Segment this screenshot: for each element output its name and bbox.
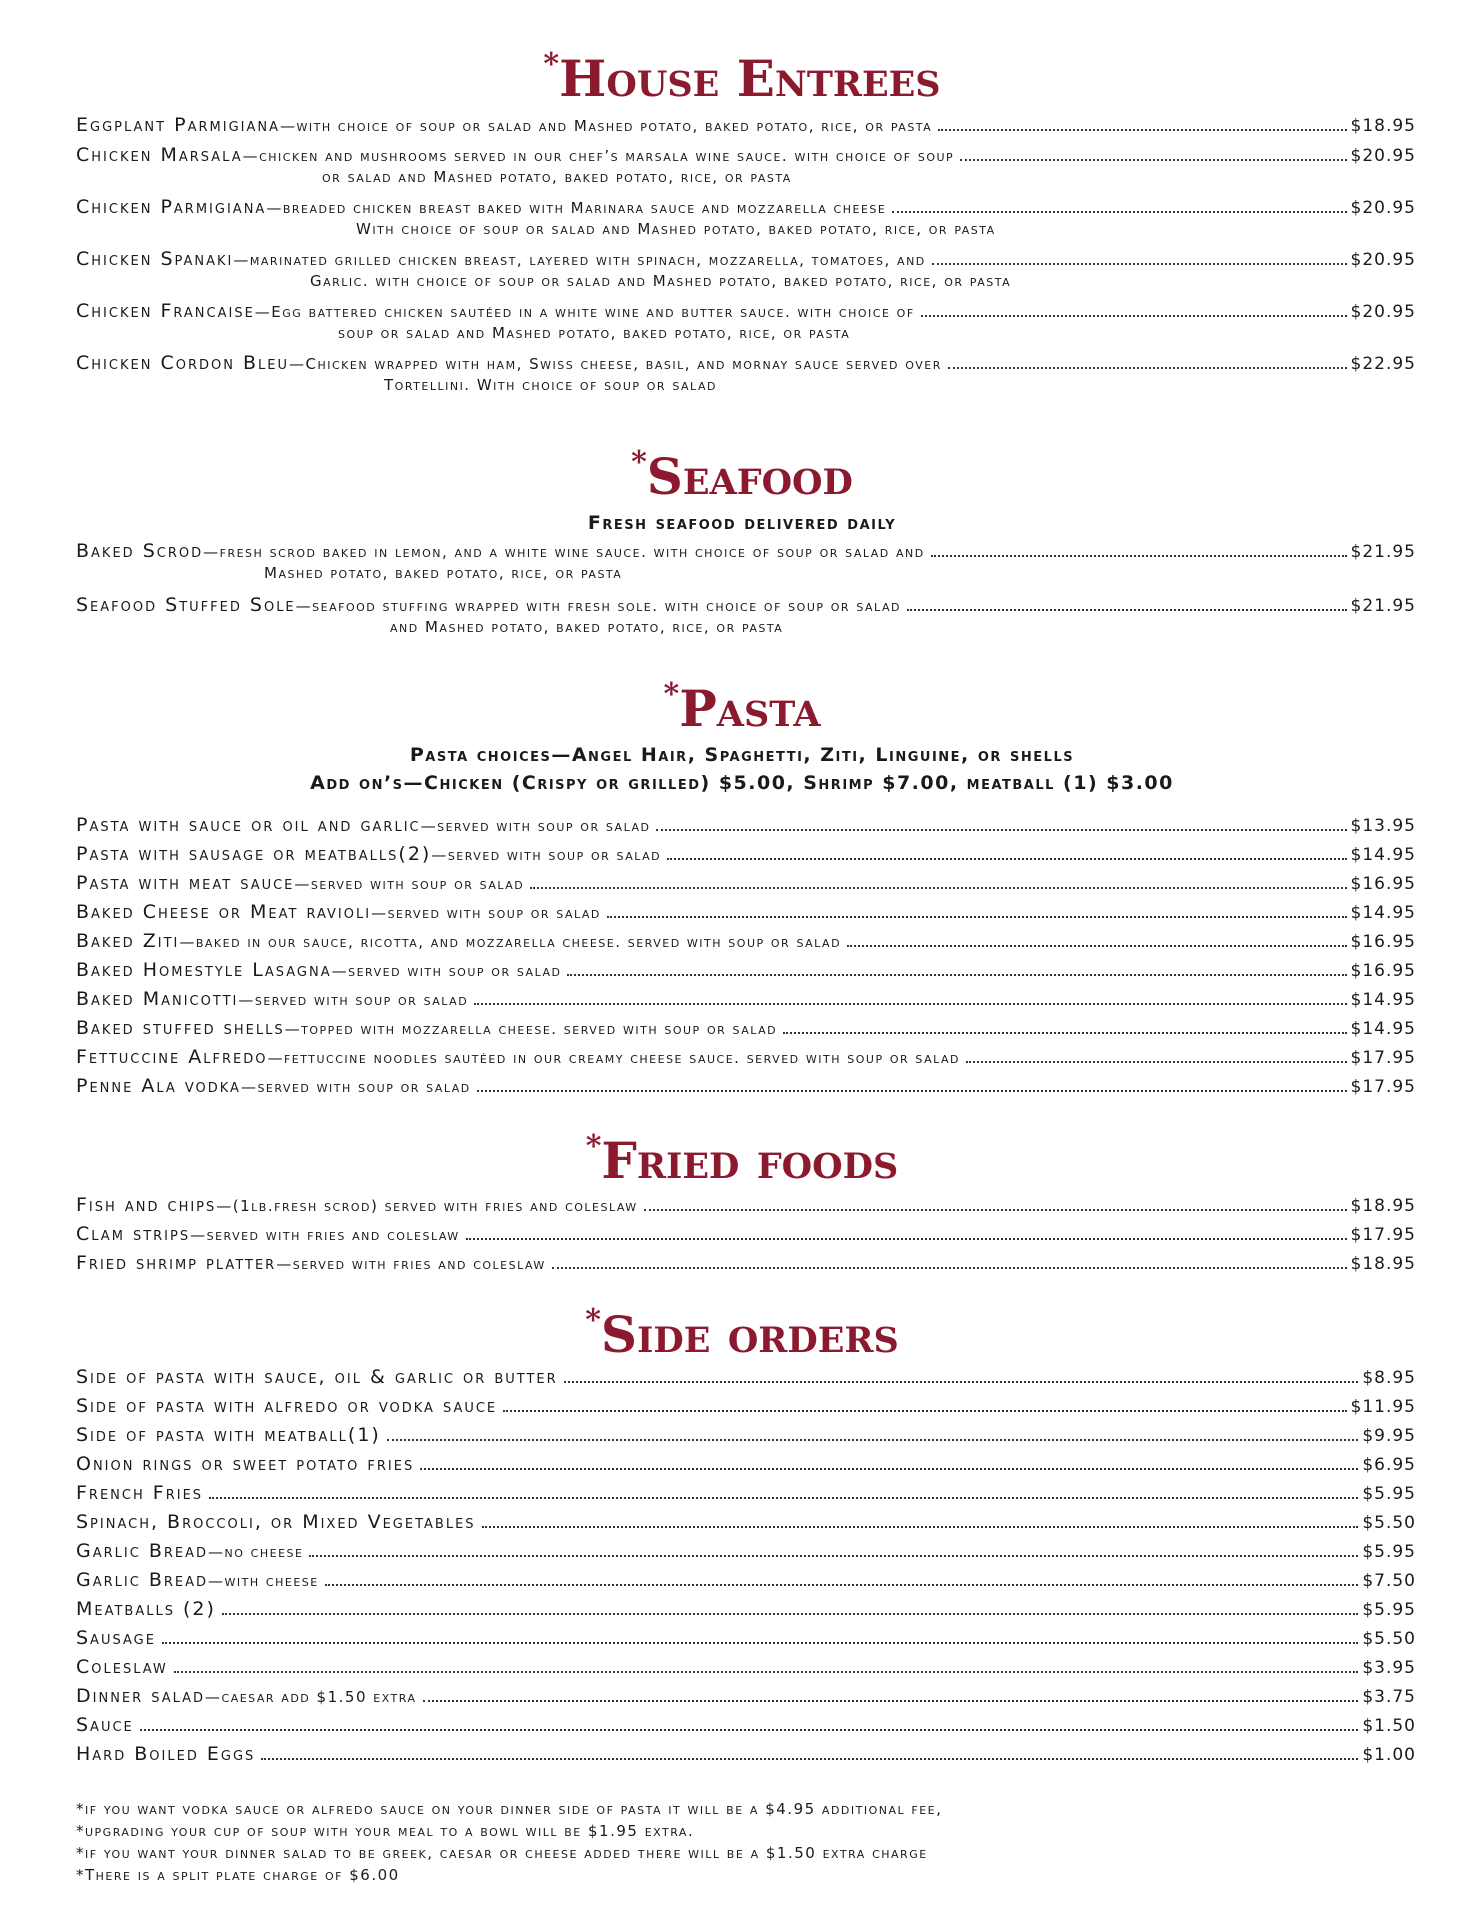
menu-item bbox=[76, 1366, 1416, 1395]
fried-foods-list bbox=[0, 1194, 1484, 1281]
item-name: Chicken Spanaki bbox=[76, 248, 234, 270]
item-desc: fresh scrod baked in lemon, and a white wine sauce. with choice of soup or salad and bbox=[219, 543, 925, 561]
item-name: Fettuccine Alfredo bbox=[76, 1046, 268, 1068]
dot-leader bbox=[931, 555, 1347, 557]
item-desc: with choice of soup or salad and Mashed potato, baked potato, rice, or pasta bbox=[296, 117, 933, 135]
item-name: Baked Manicotti bbox=[76, 988, 239, 1010]
footnote: *if you want vodka sauce or alfredo sauce on your dinner side of pasta it will be a $4.95 additional fee, bbox=[76, 1800, 943, 1818]
section-title bbox=[0, 1129, 1484, 1190]
item-dash: — bbox=[190, 1226, 207, 1244]
menu-item bbox=[76, 814, 1416, 843]
item-dash: — bbox=[238, 991, 255, 1009]
item-name: Side of pasta with sauce, oil & garlic or butter bbox=[76, 1366, 558, 1388]
menu-item bbox=[76, 352, 1416, 394]
item-desc: breaded chicken breast baked with Marinara sauce and mozzarella cheese bbox=[282, 199, 887, 217]
item-dash: — bbox=[233, 251, 250, 269]
house-entrees-list bbox=[0, 114, 1484, 394]
item-name: Fish and chips bbox=[76, 1194, 217, 1216]
footnote: *There is a split plate charge of $6.00 bbox=[76, 1866, 400, 1884]
item-name: Dinner salad bbox=[76, 1685, 206, 1707]
item-name: Clam strips bbox=[76, 1223, 191, 1245]
menu-item bbox=[76, 843, 1416, 872]
item-name: Baked Ziti bbox=[76, 930, 180, 952]
dot-leader bbox=[482, 1526, 1359, 1528]
item-desc: served with soup or salad bbox=[257, 1078, 471, 1096]
item-dash: — bbox=[240, 1078, 258, 1096]
menu-item bbox=[76, 114, 1416, 136]
item-desc-cont: Tortellini. With choice of soup or salad bbox=[384, 376, 717, 394]
item-name: Baked Scrod bbox=[76, 540, 204, 562]
seafood-list bbox=[0, 540, 1484, 636]
item-dash: — bbox=[242, 147, 260, 165]
item-price: $16.95 bbox=[1350, 961, 1416, 981]
dot-leader bbox=[667, 858, 1346, 860]
menu-item bbox=[76, 1453, 1416, 1482]
item-desc: no cheese bbox=[224, 1543, 304, 1561]
item-price: $22.95 bbox=[1350, 354, 1416, 374]
item-desc: served with soup or salad bbox=[387, 904, 601, 922]
item-dash: — bbox=[267, 1049, 284, 1067]
section-title-text: Seafood bbox=[646, 447, 853, 506]
item-name: Side of pasta with meatball(1) bbox=[76, 1424, 381, 1446]
dot-leader bbox=[261, 1758, 1358, 1760]
item-dash: — bbox=[294, 875, 311, 893]
star-mark: * bbox=[585, 1129, 602, 1164]
item-desc: with cheese bbox=[224, 1572, 319, 1590]
item-desc: marinated grilled chicken breast, layered with spinach, mozzarella, tomatoes, and bbox=[249, 251, 926, 269]
item-name: Penne Ala vodka bbox=[76, 1075, 241, 1097]
dot-leader bbox=[938, 129, 1346, 131]
menu-item bbox=[76, 1194, 1416, 1223]
menu-item bbox=[76, 901, 1416, 930]
item-price: $9.95 bbox=[1362, 1426, 1416, 1446]
item-dash: — bbox=[216, 1197, 233, 1215]
star-mark: * bbox=[585, 1303, 601, 1338]
menu-item bbox=[76, 300, 1416, 342]
item-dash: — bbox=[295, 597, 313, 615]
item-dash: — bbox=[279, 117, 297, 135]
menu-item bbox=[76, 248, 1416, 290]
dot-leader bbox=[847, 945, 1346, 947]
section-seafood bbox=[0, 445, 1484, 636]
item-price: $18.95 bbox=[1350, 1254, 1416, 1274]
dot-leader bbox=[966, 1061, 1347, 1063]
item-price: $17.95 bbox=[1350, 1077, 1416, 1097]
item-desc: fettuccine noodles sautéed in our creamy cheese sauce. served with soup or salad bbox=[283, 1049, 961, 1067]
item-price: $17.95 bbox=[1350, 1048, 1416, 1068]
menu-item bbox=[76, 144, 1416, 186]
item-desc-cont: soup or salad and Mashed potato, baked potato, rice, or pasta bbox=[338, 324, 851, 342]
item-name: Seafood Stuffed Sole bbox=[76, 594, 296, 616]
dot-leader bbox=[209, 1497, 1358, 1499]
menu-item bbox=[76, 1046, 1416, 1075]
item-name: Coleslaw bbox=[76, 1656, 168, 1678]
menu-item bbox=[76, 594, 1416, 636]
item-desc-cont: Mashed potato, baked potato, rice, or pasta bbox=[264, 564, 623, 582]
dot-leader bbox=[607, 916, 1347, 918]
item-price: $13.95 bbox=[1350, 816, 1416, 836]
dot-leader bbox=[222, 1613, 1358, 1615]
footnote: *upgrading your cup of soup with your meal to a bowl will be $1.95 extra. bbox=[76, 1822, 695, 1840]
item-dash: — bbox=[289, 355, 306, 373]
menu-item bbox=[76, 1656, 1416, 1685]
item-name: Pasta with sauce or oil and garlic bbox=[76, 814, 421, 836]
menu-item bbox=[76, 872, 1416, 901]
item-price: $8.95 bbox=[1362, 1368, 1416, 1388]
item-price: $17.95 bbox=[1350, 1225, 1416, 1245]
item-price: $5.50 bbox=[1362, 1513, 1416, 1533]
dot-leader bbox=[423, 1700, 1359, 1702]
menu-item bbox=[76, 1569, 1416, 1598]
item-desc: baked in our sauce, ricotta, and mozzarella cheese. served with soup or salad bbox=[195, 933, 842, 951]
item-price: $20.95 bbox=[1350, 146, 1416, 166]
item-desc-cont: or salad and Mashed potato, baked potato, rice, or pasta bbox=[322, 168, 792, 186]
item-desc: Chicken wrapped with ham, Swiss cheese, basil, and mornay sauce served over bbox=[305, 355, 942, 373]
item-dash: — bbox=[208, 1572, 225, 1590]
item-name: Garlic Bread bbox=[76, 1569, 209, 1591]
item-price: $21.95 bbox=[1350, 542, 1416, 562]
item-price: $3.75 bbox=[1362, 1687, 1416, 1707]
menu-item bbox=[76, 1685, 1416, 1714]
item-price: $21.95 bbox=[1350, 596, 1416, 616]
menu-item bbox=[76, 1511, 1416, 1540]
star-mark: * bbox=[543, 47, 560, 82]
item-dash: — bbox=[266, 199, 283, 217]
dot-leader bbox=[564, 1381, 1359, 1383]
menu-item bbox=[76, 959, 1416, 988]
item-name: French Fries bbox=[76, 1482, 204, 1504]
dot-leader bbox=[477, 1090, 1347, 1092]
section-subtitle: Fresh seafood delivered daily bbox=[587, 512, 897, 534]
menu-item bbox=[76, 196, 1416, 238]
dot-leader bbox=[932, 263, 1347, 265]
menu-item bbox=[76, 1627, 1416, 1656]
item-name: Chicken Parmigiana bbox=[76, 196, 267, 218]
item-name: Fried shrimp platter bbox=[76, 1252, 277, 1274]
item-price: $20.95 bbox=[1350, 250, 1416, 270]
menu-item bbox=[76, 930, 1416, 959]
menu-item bbox=[76, 1424, 1416, 1453]
section-pasta bbox=[0, 677, 1484, 1104]
item-price: $20.95 bbox=[1350, 302, 1416, 322]
dot-leader bbox=[948, 367, 1347, 369]
item-desc: served with soup or salad bbox=[348, 962, 562, 980]
dot-leader bbox=[530, 887, 1346, 889]
item-desc: served with soup or salad bbox=[447, 846, 662, 864]
section-title-text: Fried foods bbox=[601, 1131, 899, 1190]
item-name: Pasta with sausage or meatballs(2) bbox=[76, 843, 432, 865]
side-orders-list bbox=[0, 1366, 1484, 1772]
item-name: Eggplant Parmigiana bbox=[76, 114, 280, 136]
item-dash: — bbox=[371, 904, 388, 922]
item-name: Side of pasta with alfredo or vodka sauce bbox=[76, 1395, 498, 1417]
section-house-entrees bbox=[0, 47, 1484, 394]
dot-leader bbox=[325, 1584, 1359, 1586]
menu-item bbox=[76, 540, 1416, 582]
section-side-orders bbox=[0, 1303, 1484, 1772]
menu-item bbox=[76, 1540, 1416, 1569]
item-price: $5.50 bbox=[1362, 1629, 1416, 1649]
item-price: $3.95 bbox=[1362, 1658, 1416, 1678]
section-title bbox=[0, 47, 1484, 108]
dot-leader bbox=[503, 1410, 1346, 1412]
item-name: Baked Cheese or Meat ravioli bbox=[76, 901, 372, 923]
item-name: Chicken Cordon Bleu bbox=[76, 352, 290, 374]
item-desc: Egg battered chicken sautéed in a white wine and butter sauce. with choice of bbox=[271, 303, 915, 321]
menu-item bbox=[76, 1395, 1416, 1424]
menu-item bbox=[76, 1714, 1416, 1743]
item-desc: (1lb.fresh scrod) served with fries and coleslaw bbox=[232, 1197, 638, 1215]
item-dash: — bbox=[208, 1543, 225, 1561]
dot-leader bbox=[783, 1032, 1346, 1034]
dot-leader bbox=[656, 829, 1346, 831]
item-price: $18.95 bbox=[1350, 1196, 1416, 1216]
footnote: *if you want your dinner salad to be greek, caesar or cheese added there will be a $1.50 extra charge bbox=[76, 1844, 928, 1862]
item-desc-cont: With choice of soup or salad and Mashed potato, baked potato, rice, or pasta bbox=[356, 220, 996, 238]
item-price: $6.95 bbox=[1362, 1455, 1416, 1475]
item-price: $5.95 bbox=[1362, 1542, 1416, 1562]
item-price: $18.95 bbox=[1350, 116, 1416, 136]
item-name: Onion rings or sweet potato fries bbox=[76, 1453, 415, 1475]
item-name: Meatballs (2) bbox=[76, 1598, 216, 1620]
menu-item bbox=[76, 1252, 1416, 1281]
menu-item bbox=[76, 1743, 1416, 1772]
pasta-add-ons: Add on’s—Chicken (Crispy or grilled) $5.00, Shrimp $7.00, meatball (1) $3.00 bbox=[310, 772, 1174, 794]
item-dash: — bbox=[203, 543, 220, 561]
menu-item bbox=[76, 988, 1416, 1017]
item-name: Chicken Marsala bbox=[76, 144, 243, 166]
item-price: $14.95 bbox=[1350, 1019, 1416, 1039]
item-desc: served with fries and coleslaw bbox=[206, 1226, 460, 1244]
item-dash: — bbox=[420, 817, 438, 835]
menu-item bbox=[76, 1598, 1416, 1627]
menu-item bbox=[76, 1223, 1416, 1252]
item-name: Sausage bbox=[76, 1627, 156, 1649]
item-name: Pasta with meat sauce bbox=[76, 872, 295, 894]
item-price: $14.95 bbox=[1350, 845, 1416, 865]
item-desc: served with soup or salad bbox=[437, 817, 651, 835]
item-price: $16.95 bbox=[1350, 874, 1416, 894]
dot-leader bbox=[921, 315, 1347, 317]
item-dash: — bbox=[431, 846, 448, 864]
item-desc: served with soup or salad bbox=[254, 991, 469, 1009]
item-desc: topped with mozzarella cheese. served with soup or salad bbox=[301, 1020, 778, 1038]
dot-leader bbox=[552, 1267, 1347, 1269]
dot-leader bbox=[387, 1439, 1358, 1441]
menu-item bbox=[76, 1482, 1416, 1511]
item-dash: — bbox=[276, 1255, 293, 1273]
dot-leader bbox=[474, 1003, 1346, 1005]
item-name: Spinach, Broccoli, or Mixed Vegetables bbox=[76, 1511, 476, 1533]
item-desc: served with soup or salad bbox=[310, 875, 525, 893]
item-desc: chicken and mushrooms served in our chef’s marsala wine sauce. with choice of soup bbox=[259, 147, 955, 165]
item-price: $1.50 bbox=[1362, 1716, 1416, 1736]
dot-leader bbox=[644, 1209, 1347, 1211]
section-title bbox=[0, 677, 1484, 738]
item-name: Chicken Francaise bbox=[76, 300, 255, 322]
item-desc: served with fries and coleslaw bbox=[292, 1255, 546, 1273]
item-name: Garlic Bread bbox=[76, 1540, 209, 1562]
item-price: $16.95 bbox=[1350, 932, 1416, 952]
item-price: $7.50 bbox=[1362, 1571, 1416, 1591]
item-desc: caesar add $1.50 extra bbox=[221, 1688, 417, 1706]
menu-item bbox=[76, 1075, 1416, 1104]
dot-leader bbox=[420, 1468, 1358, 1470]
item-dash: — bbox=[331, 962, 349, 980]
item-price: $5.95 bbox=[1362, 1484, 1416, 1504]
item-dash: — bbox=[284, 1020, 302, 1038]
item-dash: — bbox=[179, 933, 196, 951]
dot-leader bbox=[960, 159, 1346, 161]
menu-item bbox=[76, 1017, 1416, 1046]
section-title bbox=[0, 445, 1484, 506]
dot-leader bbox=[892, 211, 1346, 213]
pasta-list bbox=[0, 814, 1484, 1104]
dot-leader bbox=[466, 1238, 1347, 1240]
item-name: Baked Homestyle Lasagna bbox=[76, 959, 332, 981]
section-title-text: Pasta bbox=[679, 679, 821, 738]
dot-leader bbox=[567, 974, 1346, 976]
dot-leader bbox=[907, 609, 1347, 611]
star-mark: * bbox=[663, 677, 680, 712]
item-price: $5.95 bbox=[1362, 1600, 1416, 1620]
item-desc-cont: and Mashed potato, baked potato, rice, or pasta bbox=[390, 618, 784, 636]
star-mark: * bbox=[631, 445, 647, 480]
dot-leader bbox=[140, 1729, 1359, 1731]
item-price: $14.95 bbox=[1350, 990, 1416, 1010]
section-title bbox=[0, 1303, 1484, 1364]
item-name: Hard Boiled Eggs bbox=[76, 1743, 256, 1765]
dot-leader bbox=[309, 1555, 1358, 1557]
dot-leader bbox=[162, 1642, 1358, 1644]
item-dash: — bbox=[205, 1688, 222, 1706]
section-fried-foods bbox=[0, 1129, 1484, 1281]
item-price: $20.95 bbox=[1350, 198, 1416, 218]
item-desc-cont: Garlic. with choice of soup or salad and Mashed potato, baked potato, rice, or pasta bbox=[310, 272, 1012, 290]
section-title-text: House Entrees bbox=[559, 49, 941, 108]
item-price: $11.95 bbox=[1350, 1397, 1416, 1417]
item-name: Baked stuffed shells bbox=[76, 1017, 285, 1039]
item-price: $14.95 bbox=[1350, 903, 1416, 923]
item-name: Sauce bbox=[76, 1714, 134, 1736]
item-price: $1.00 bbox=[1362, 1745, 1416, 1765]
section-title-text: Side orders bbox=[600, 1305, 899, 1364]
item-dash: — bbox=[254, 303, 272, 321]
item-desc: seafood stuffing wrapped with fresh sole. with choice of soup or salad bbox=[312, 597, 901, 615]
pasta-choices: Pasta choices—Angel Hair, Spaghetti, Ziti, Linguine, or shells bbox=[409, 744, 1075, 766]
footnotes bbox=[76, 1798, 942, 1886]
dot-leader bbox=[174, 1671, 1359, 1673]
